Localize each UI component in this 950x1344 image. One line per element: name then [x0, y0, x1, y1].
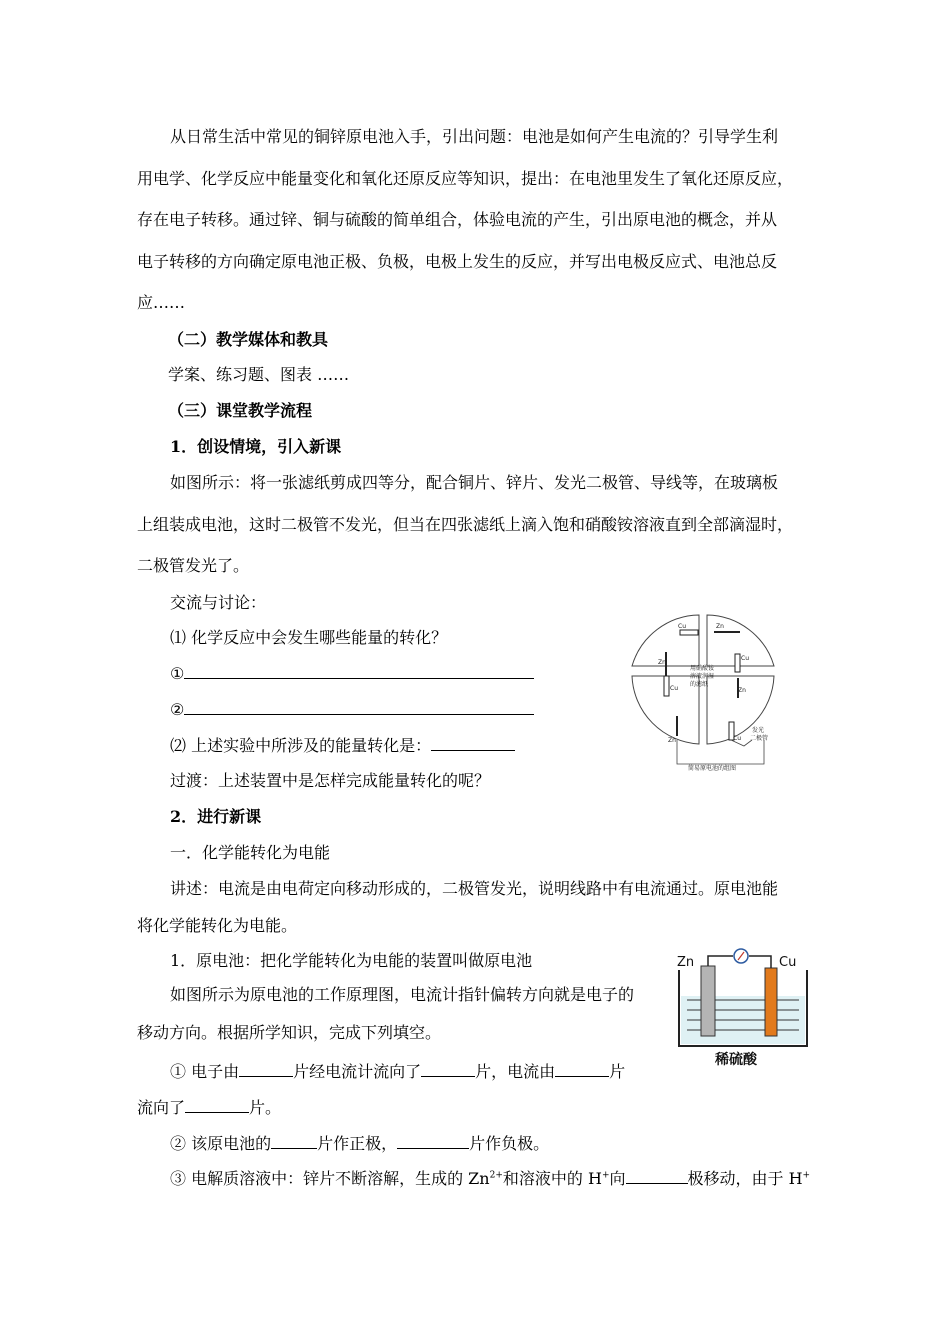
question-2: ⑵ 上述实验中所涉及的能量转化是：: [170, 736, 432, 755]
fig1-zn-top: Zn: [716, 623, 724, 630]
zinc-electrode: [701, 966, 715, 1036]
fig1-cu-right: Cu: [741, 655, 749, 662]
galvanic-cell-definition: 1．原电池：把化学能转化为电能的装置叫做原电池: [170, 951, 533, 970]
question-2-row: [170, 734, 515, 757]
fig1-cu-left: Cu: [670, 685, 678, 692]
fig1-center-label-3: 的滤纸: [690, 681, 709, 688]
question-1: ⑴ 化学反应中会发生哪些能量的转化？: [170, 628, 448, 647]
intro-line-2: 用电学、化学反应中能量变化和氧化还原反应等知识，提出：在电池里发生了氧化还原反应，: [137, 169, 794, 188]
blank-positive-electrode[interactable]: [271, 1132, 317, 1149]
fig1-led-label-2: 二极管: [750, 735, 769, 742]
intro-line-4: 电子转移的方向确定原电池正极、负极，电极上发生的反应，并写出电极反应式、电池总反: [137, 252, 778, 271]
principle-line-2: 移动方向。根据所学知识，完成下列填空。: [137, 1023, 442, 1042]
blank-current-to[interactable]: [185, 1096, 249, 1113]
answer-1-blank[interactable]: [184, 662, 534, 679]
h-charge: +: [601, 1170, 610, 1181]
question-2-blank[interactable]: [431, 734, 515, 751]
answer-1-mark: ①: [170, 664, 185, 683]
blank-electron-to[interactable]: [421, 1060, 475, 1077]
fig1-cu-top: Cu: [678, 623, 686, 630]
cu-strip-right: [735, 654, 740, 672]
intro-line-3: 存在电子转移。通过锌、铜与硫酸的简单组合，体验电流的产生，引出原电池的概念，并从: [137, 210, 778, 229]
answer-2-row: [170, 698, 534, 721]
fill-c-text-1: ③ 电解质溶液中：锌片不断溶解，生成的 Zn: [170, 1169, 490, 1188]
flow-para-line-3: 二极管发光了。: [137, 556, 250, 575]
fill-a-row-2: [137, 1096, 281, 1119]
answer-2-blank[interactable]: [184, 698, 534, 715]
fill-c-text-2: 和溶液中的 H: [502, 1169, 602, 1188]
intro-line-5: 应……: [137, 293, 186, 312]
flow-para-line-2: 上组装成电池，这时二极管不发光，但当在四张滤纸上滴入饱和硝酸铵溶液直到全部滴湿时，: [137, 515, 794, 534]
fig1-zn-right: Zn: [738, 687, 746, 694]
fill-c-text-4: 极移动，由于 H: [687, 1169, 803, 1188]
discussion-label: 交流与讨论：: [170, 593, 267, 612]
fig1-led-label-1: 发光: [752, 727, 765, 734]
transition-text: 过渡：上述装置中是怎样完成能量转化的呢？: [170, 771, 491, 790]
fig2-cu-label: Cu: [779, 955, 797, 970]
fill-c-row: [170, 1167, 810, 1190]
h-charge-2: +: [802, 1170, 811, 1181]
fill-b-text-2: 片作正极，: [317, 1134, 398, 1153]
step1-heading: 1．创设情境，引入新课: [170, 437, 342, 456]
fill-a-text-6: 片。: [249, 1098, 282, 1117]
intro-line-1: 从日常生活中常见的铜锌原电池入手，引出问题：电池是如何产生电流的？引导学生利: [170, 127, 779, 146]
talk-line-1: 讲述：电流是由电荷定向移动形成的，二极管发光，说明线路中有电流通过。原电池能: [170, 879, 779, 898]
principle-line-1: 如图所示为原电池的工作原理图，电流计指针偏转方向就是电子的: [170, 985, 635, 1004]
fill-b-row: [170, 1132, 549, 1155]
fig1-center-label-1: 用硝酸铵: [690, 665, 715, 672]
copper-electrode: [765, 968, 777, 1036]
zn-charge: 2+: [489, 1170, 503, 1181]
fill-b-text-1: ② 该原电池的: [170, 1134, 272, 1153]
blank-negative-electrode[interactable]: [397, 1132, 469, 1149]
media-items: 学案、练习题、图表 ……: [168, 365, 350, 384]
blank-ion-direction[interactable]: [626, 1167, 688, 1184]
media-heading: （二）教学媒体和教具: [168, 330, 329, 349]
fill-a-text-2: 片经电流计流向了: [293, 1062, 422, 1081]
fig1-zn-bottom: Zn: [668, 737, 676, 744]
fig1-caption: 简易原电池的组图: [688, 765, 737, 772]
fill-a-text-1: ① 电子由: [170, 1062, 240, 1081]
fig2-zn-label: Zn: [677, 955, 695, 970]
fill-a-text-5: 流向了: [137, 1098, 186, 1117]
fig1-zn-left: Zn: [658, 659, 666, 666]
fill-c-text-3: 向: [609, 1169, 626, 1188]
fill-b-text-3: 片作负极。: [469, 1134, 550, 1153]
fill-a-row-1: [170, 1060, 625, 1083]
cu-strip-left: [664, 676, 669, 696]
blank-current-from[interactable]: [555, 1060, 609, 1077]
cu-strip-top: [680, 630, 698, 635]
fig1-center-label-2: 溶液润湿: [690, 673, 715, 680]
flow-heading: （三）课堂教学流程: [168, 401, 313, 420]
galvanic-cell-figure: [675, 948, 813, 1072]
fill-a-text-4: 片: [609, 1062, 626, 1081]
talk-line-2: 将化学能转化为电能。: [137, 916, 298, 935]
fig2-caption: 稀硫酸: [715, 1052, 757, 1068]
fig1-cu-bottom: Cu: [733, 735, 741, 742]
blank-electron-from[interactable]: [239, 1060, 293, 1077]
answer-1-row: [170, 662, 534, 685]
step2-heading: 2．进行新课: [170, 807, 262, 826]
fill-a-text-3: 片，电流由: [475, 1062, 556, 1081]
answer-2-mark: ②: [170, 700, 185, 719]
filter-paper-battery-figure: [628, 612, 778, 772]
flow-para-line-1: 如图所示：将一张滤纸剪成四等分，配合铜片、锌片、发光二极管、导线等，在玻璃板: [170, 473, 779, 492]
section-1-title: 一．化学能转化为电能: [170, 843, 331, 862]
